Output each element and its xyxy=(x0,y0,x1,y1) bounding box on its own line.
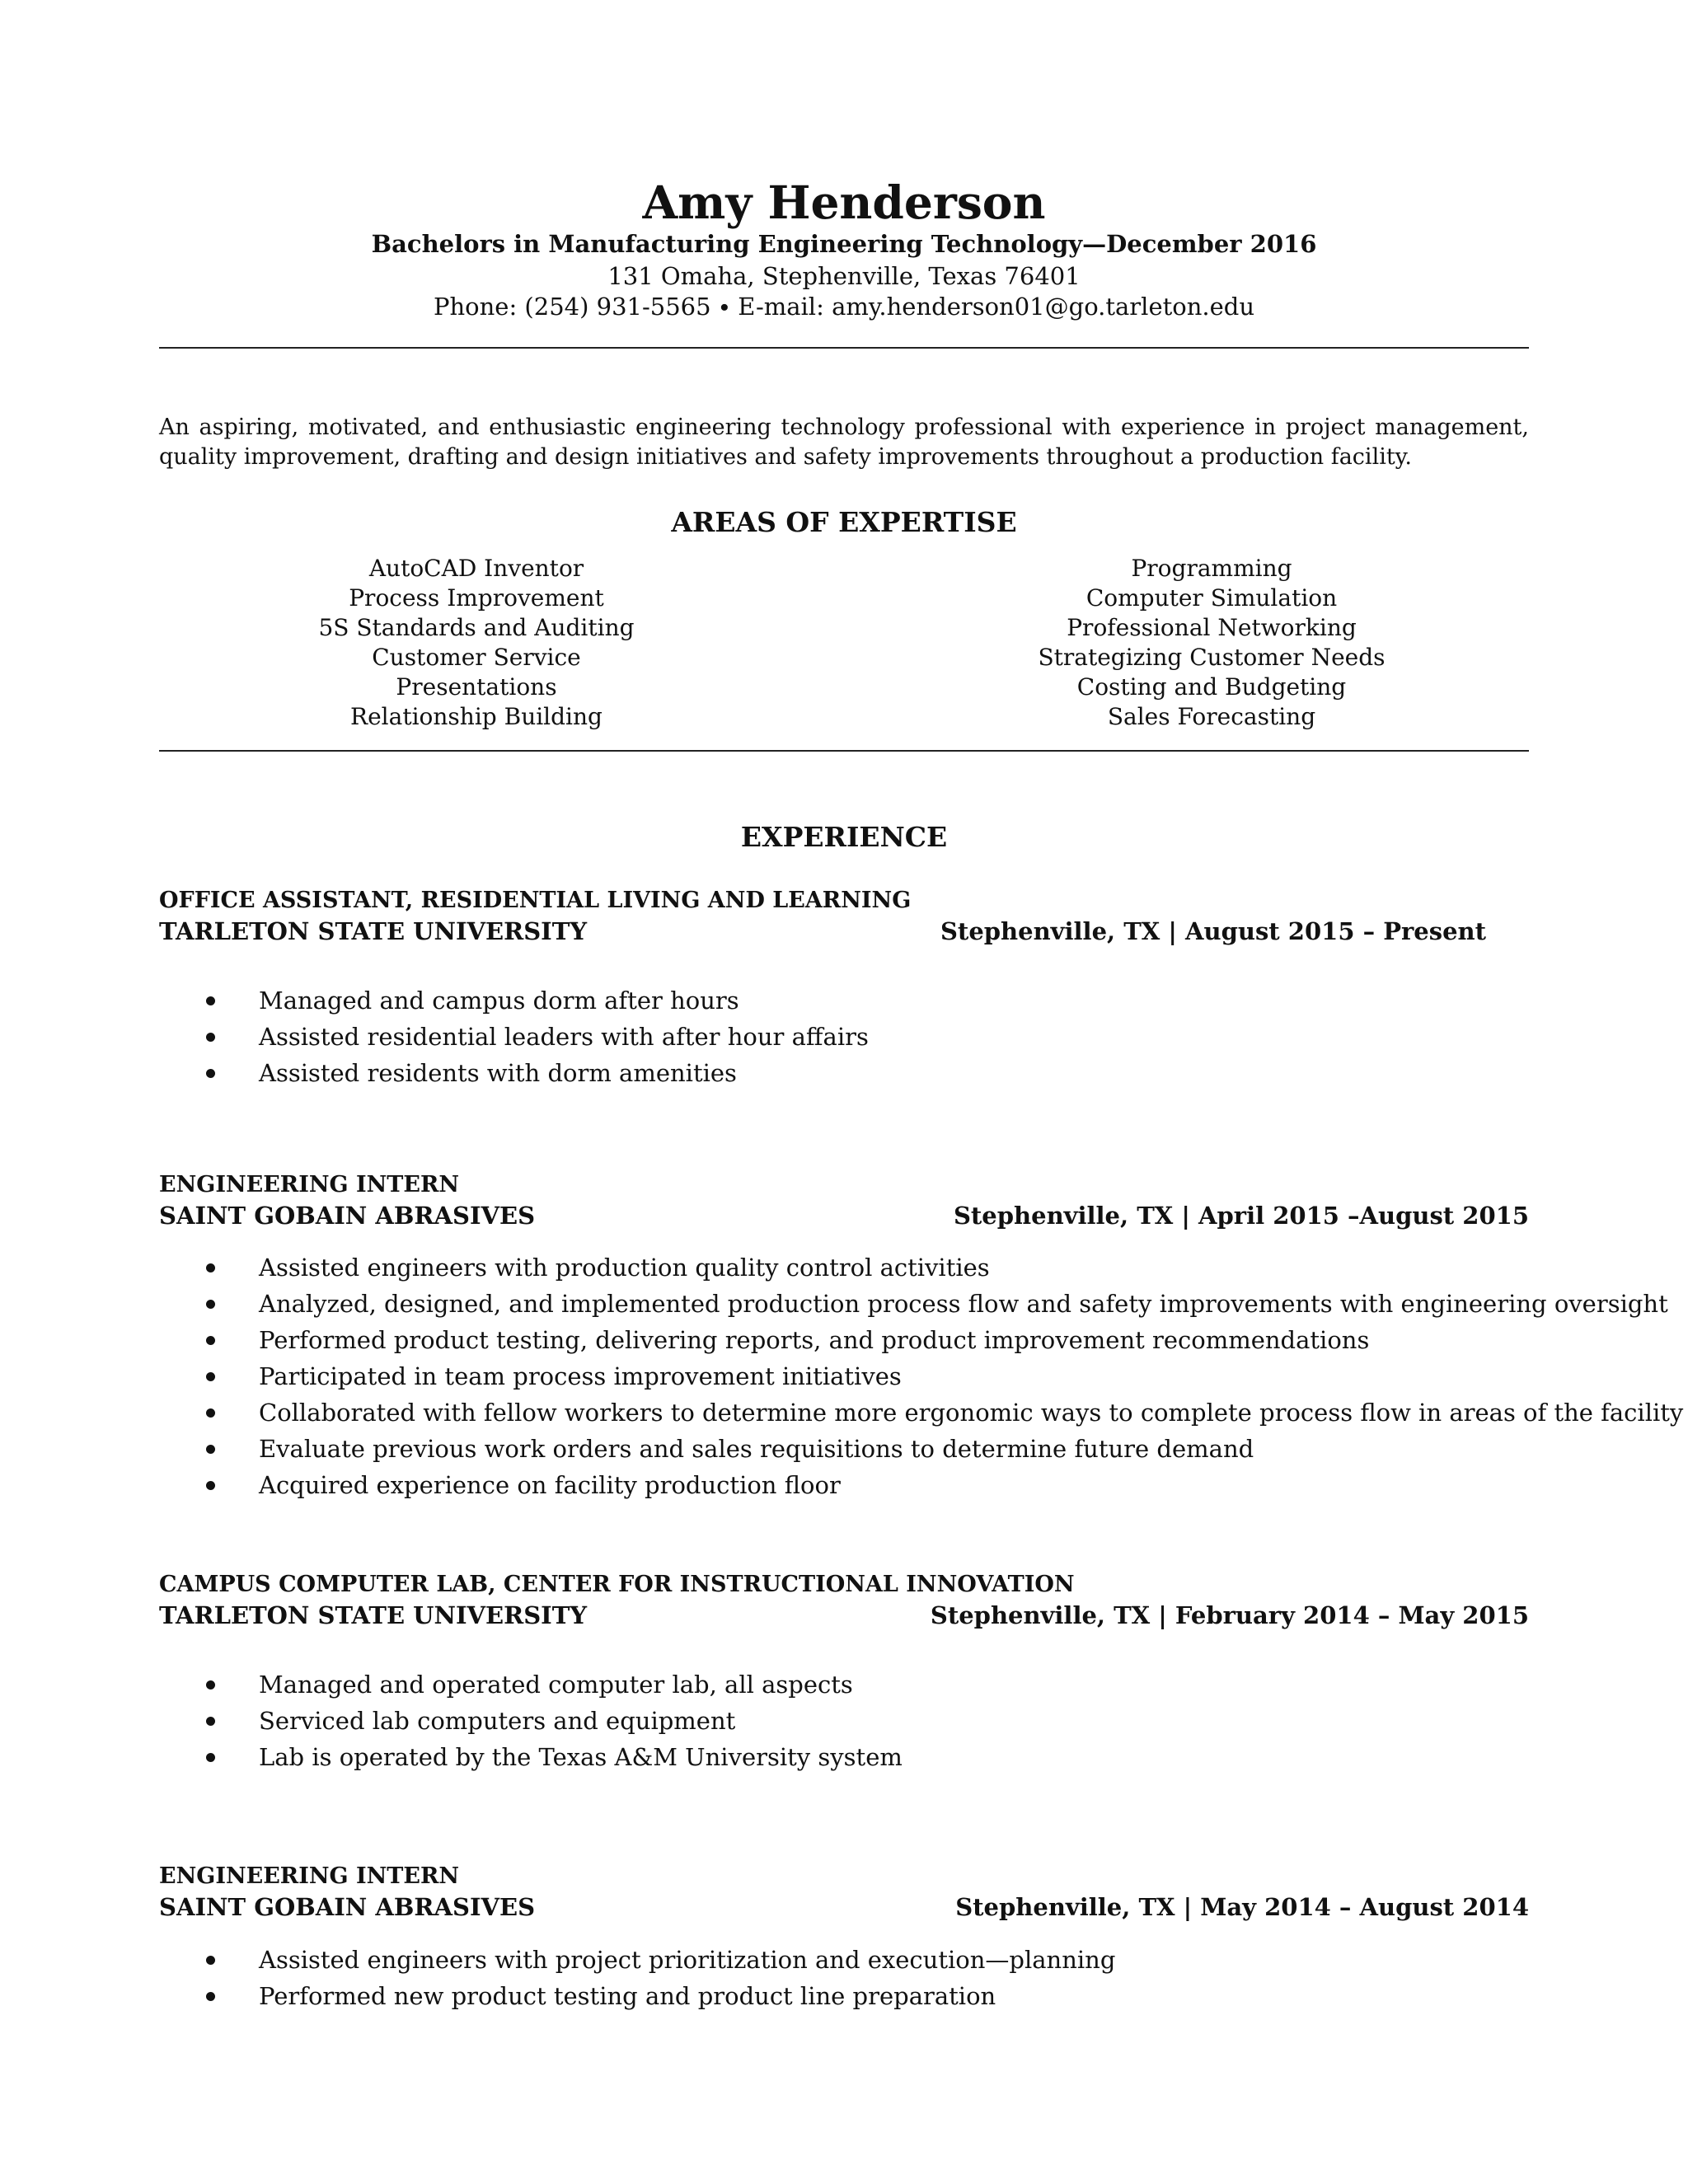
list-item: Assisted engineers with production quality control activities xyxy=(206,1249,1683,1286)
list-item: Acquired experience on facility production floor xyxy=(206,1467,1683,1503)
expertise-left-column xyxy=(138,554,814,732)
bullet-icon xyxy=(206,996,215,1005)
list-item: Assisted residents with dorm amenities xyxy=(206,1055,869,1091)
job-organization: TARLETON STATE UNIVERSITY xyxy=(159,917,588,945)
list-item: Serviced lab computers and equipment xyxy=(206,1703,903,1739)
expertise-item: Presentations xyxy=(396,673,557,701)
job-title: OFFICE ASSISTANT, RESIDENTIAL LIVING AND LEARNING xyxy=(159,888,912,913)
bullet-icon xyxy=(206,1263,215,1272)
expertise-heading: AREAS OF EXPERTISE xyxy=(671,506,1017,538)
expertise-item: Programming xyxy=(1131,555,1292,582)
list-item: Lab is operated by the Texas A&M University system xyxy=(206,1739,903,1775)
job-bullet-list xyxy=(206,1249,1683,1503)
bullet-icon xyxy=(206,1408,215,1418)
expertise-item: Relationship Building xyxy=(350,703,603,730)
expertise-item: Process Improvement xyxy=(349,584,604,612)
job-bullet-list xyxy=(206,982,869,1091)
summary-paragraph: An aspiring, motivated, and enthusiastic engineering technology professional with experience in project management, quality improvement, drafting and design initiatives and safety improvements throughout a production facility. xyxy=(159,415,1529,470)
bullet-icon xyxy=(206,1992,215,2001)
list-item: Managed and campus dorm after hours xyxy=(206,982,869,1019)
expertise-item: Sales Forecasting xyxy=(1107,703,1316,730)
address-line: 131 Omaha, Stephenville, Texas 76401 xyxy=(607,262,1081,290)
experience-heading: EXPERIENCE xyxy=(740,821,948,853)
bullet-icon xyxy=(206,1680,215,1690)
job-title: ENGINEERING INTERN xyxy=(159,1172,460,1197)
list-item: Assisted residential leaders with after hour affairs xyxy=(206,1019,869,1055)
bullet-icon xyxy=(206,1956,215,1965)
job-title: CAMPUS COMPUTER LAB, CENTER FOR INSTRUCTIONAL INNOVATION xyxy=(159,1572,1075,1597)
list-item: Performed product testing, delivering reports, and product improvement recommendations xyxy=(206,1322,1683,1358)
contact-line: Phone: (254) 931-5565 ∙ E-mail: amy.henderson01@go.tarleton.edu xyxy=(433,293,1255,321)
list-item: Collaborated with fellow workers to determine more ergonomic ways to complete process flow in areas of the facility xyxy=(206,1394,1683,1431)
list-item: Analyzed, designed, and implemented production process flow and safety improvements with engineering oversight xyxy=(206,1286,1683,1322)
expertise-item: 5S Standards and Auditing xyxy=(318,614,635,641)
list-item: Assisted engineers with project prioritization and execution—planning xyxy=(206,1942,1115,1978)
job-title: ENGINEERING INTERN xyxy=(159,1863,460,1889)
job-organization: SAINT GOBAIN ABRASIVES xyxy=(159,1893,536,1921)
expertise-item: AutoCAD Inventor xyxy=(368,555,584,582)
bullet-icon xyxy=(206,1336,215,1345)
bullet-icon xyxy=(206,1033,215,1042)
list-item: Performed new product testing and product line preparation xyxy=(206,1978,1115,2014)
job-bullet-list xyxy=(206,1942,1115,2014)
header-divider xyxy=(159,347,1529,349)
job-organization: SAINT GOBAIN ABRASIVES xyxy=(159,1202,536,1230)
job-bullet-list xyxy=(206,1666,903,1775)
expertise-item: Costing and Budgeting xyxy=(1076,673,1347,701)
job-organization: TARLETON STATE UNIVERSITY xyxy=(159,1601,588,1629)
job-location-dates: Stephenville, TX | May 2014 – August 2014 xyxy=(955,1893,1529,1921)
job-location-dates: Stephenville, TX | August 2015 – Present xyxy=(940,917,1486,945)
expertise-item: Computer Simulation xyxy=(1085,584,1338,612)
expertise-item: Professional Networking xyxy=(1067,614,1357,641)
expertise-divider xyxy=(159,750,1529,752)
bullet-icon xyxy=(206,1069,215,1078)
degree-line: Bachelors in Manufacturing Engineering Technology—December 2016 xyxy=(371,230,1317,258)
list-item: Managed and operated computer lab, all aspects xyxy=(206,1666,903,1703)
expertise-right-column xyxy=(874,554,1550,732)
bullet-icon xyxy=(206,1753,215,1762)
bullet-icon xyxy=(206,1481,215,1490)
expertise-item: Customer Service xyxy=(372,644,581,671)
list-item: Evaluate previous work orders and sales requisitions to determine future demand xyxy=(206,1431,1683,1467)
bullet-icon xyxy=(206,1445,215,1454)
expertise-item: Strategizing Customer Needs xyxy=(1038,644,1386,671)
list-item: Participated in team process improvement initiatives xyxy=(206,1358,1683,1394)
job-location-dates: Stephenville, TX | February 2014 – May 2015 xyxy=(930,1601,1529,1629)
bullet-icon xyxy=(206,1717,215,1726)
job-location-dates: Stephenville, TX | April 2015 –August 2015 xyxy=(953,1202,1529,1230)
bullet-icon xyxy=(206,1300,215,1309)
bullet-icon xyxy=(206,1372,215,1381)
candidate-name: Amy Henderson xyxy=(642,176,1046,229)
